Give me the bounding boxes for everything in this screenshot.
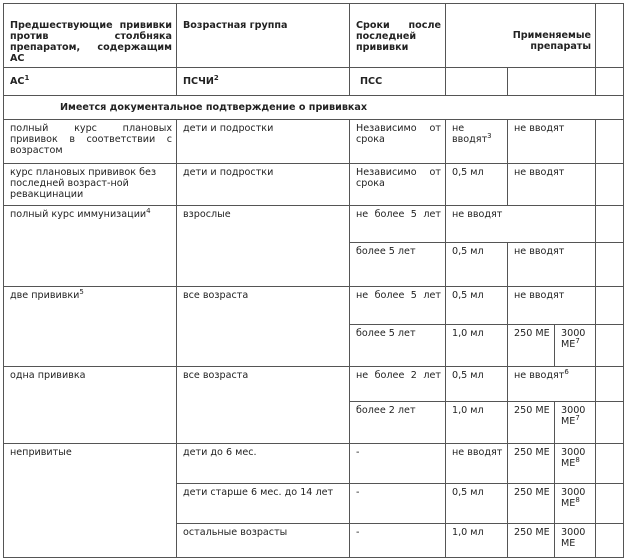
cell-prev: полный курс иммунизации$^4$: [4, 206, 177, 287]
cell-age: взрослые: [177, 206, 350, 287]
cell-ac: 0,5 мл: [446, 367, 508, 402]
cell-pschi: 250 МЕ: [508, 444, 555, 484]
cell-age: дети старше 6 мес. до 14 лет: [177, 484, 350, 524]
cell-prev: курс плановых прививок без последней возраст-ной ревакцинации: [4, 164, 177, 206]
section-title: Имеется документальное подтверждение о прививках: [4, 96, 624, 120]
cell-ac: 1,0 мл: [446, 402, 508, 444]
vaccination-table: [3, 3, 624, 558]
cell-time: более 2 лет: [350, 402, 446, 444]
cell-pss: не вводят: [508, 287, 596, 325]
cell-ac: 1,0 мл: [446, 524, 508, 558]
cell-age: дети до 6 мес.: [177, 444, 350, 484]
cell-time: -: [350, 484, 446, 524]
cell-time: Независимо от срока: [350, 120, 446, 164]
cell-pschi: 250 МЕ: [508, 484, 555, 524]
header-time-after: Сроки после последней прививки: [350, 4, 446, 68]
cell-time: Независимо от срока: [350, 164, 446, 206]
cell-time: -: [350, 524, 446, 558]
cell-prev: непривитые: [4, 444, 177, 558]
subheader-ac: $АС^1$: [4, 68, 177, 96]
header-age-group: Возрастная группа: [177, 4, 350, 68]
cell-prev: одна прививка: [4, 367, 177, 444]
cell-ac: 0,5 мл: [446, 164, 508, 206]
cell-ac: не вводят: [446, 444, 508, 484]
cell-empty: [596, 325, 624, 367]
cell-empty: [596, 402, 624, 444]
cell-age: все возраста: [177, 367, 350, 444]
cell-pss: 3000 $МЕ^7$: [555, 402, 596, 444]
table-row: [4, 287, 624, 325]
cell-pschi: 250 МЕ: [508, 524, 555, 558]
cell-pss: 3000 $МЕ^8$: [555, 444, 596, 484]
subheader-pschi: ПСЧИ$^2$: [177, 68, 350, 96]
table-row: [4, 206, 624, 243]
cell-time: не более 5 лет: [350, 206, 446, 243]
cell-ac: 0,5 мл: [446, 484, 508, 524]
cell-empty: [596, 444, 624, 484]
cell-pss: 3000 $МЕ^7$: [555, 325, 596, 367]
cell-ac: не вводят$^3$: [446, 120, 508, 164]
cell-empty: [596, 206, 624, 243]
section-row: [4, 96, 624, 120]
cell-age: все возраста: [177, 287, 350, 367]
cell-pss: не вводят$^6$: [508, 367, 596, 402]
cell-prev: две прививки$^5$: [4, 287, 177, 367]
cell-prev: полный курс плановых прививок в соответствии с возрастом: [4, 120, 177, 164]
cell-pss: 3000 $МЕ^8$: [555, 484, 596, 524]
subheader-pss: ПСС: [350, 68, 446, 96]
cell-empty: [596, 164, 624, 206]
header-prev-vaccinations: Предшествующие прививки против столбняка препаратом, содержащим АС: [4, 4, 177, 68]
table-row: [4, 120, 624, 164]
cell-time: не более 5 лет: [350, 287, 446, 325]
cell-ac: не вводят: [446, 206, 596, 243]
cell-empty: [596, 367, 624, 402]
cell-ac: 0,5 мл: [446, 243, 508, 287]
table-header-row: [4, 4, 624, 68]
cell-empty: [596, 120, 624, 164]
table-row: [4, 444, 624, 484]
cell-pss: 3000 МЕ: [555, 524, 596, 558]
header-empty-cell: [596, 4, 624, 68]
cell-time: не более 2 лет: [350, 367, 446, 402]
subheader-empty-2: [508, 68, 596, 96]
cell-age: остальные возрасты: [177, 524, 350, 558]
cell-pss: не вводят: [508, 164, 596, 206]
cell-empty: [596, 243, 624, 287]
cell-empty: [596, 287, 624, 325]
table-row: [4, 164, 624, 206]
cell-pss: не вводят: [508, 120, 596, 164]
table-row: [4, 367, 624, 402]
cell-pss: не вводят: [508, 243, 596, 287]
cell-pschi: 250 МЕ: [508, 402, 555, 444]
cell-time: более 5 лет: [350, 243, 446, 287]
subheader-row: [4, 68, 624, 96]
cell-age: дети и подростки: [177, 120, 350, 164]
cell-empty: [596, 524, 624, 558]
subheader-empty-1: [446, 68, 508, 96]
cell-age: дети и подростки: [177, 164, 350, 206]
cell-ac: 1,0 мл: [446, 325, 508, 367]
cell-time: более 5 лет: [350, 325, 446, 367]
cell-time: -: [350, 444, 446, 484]
subheader-empty-3: [596, 68, 624, 96]
cell-pschi: 250 МЕ: [508, 325, 555, 367]
header-preparations: Применяемые препараты: [446, 4, 596, 68]
cell-empty: [596, 484, 624, 524]
cell-ac: 0,5 мл: [446, 287, 508, 325]
